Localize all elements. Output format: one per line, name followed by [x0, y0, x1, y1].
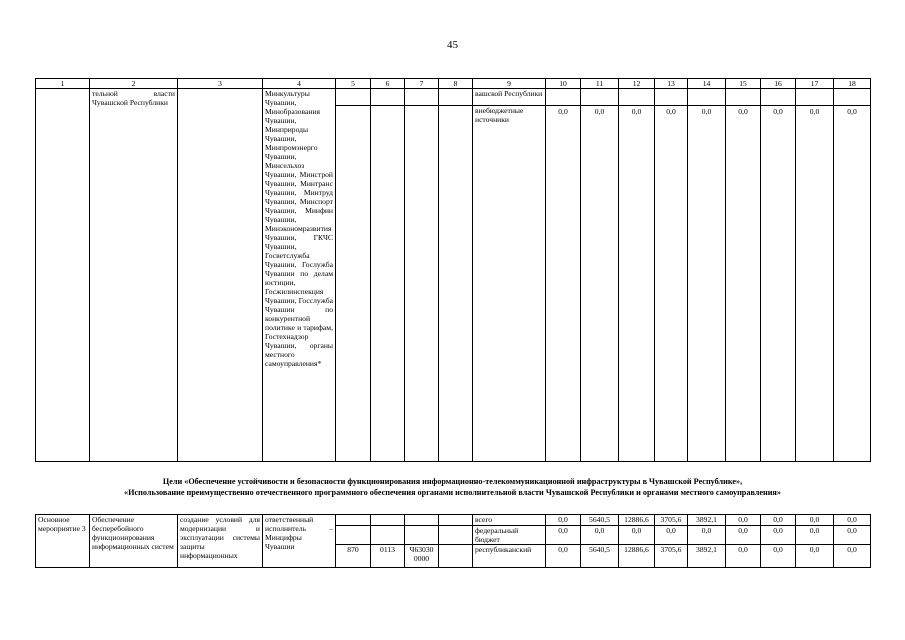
executor-org-cell: тельной власти Чувашской Республики — [90, 89, 178, 462]
funding-source-cell: всего — [473, 515, 546, 526]
value-cell: 5640,5 — [581, 515, 619, 526]
value-cell: 0,0 — [834, 106, 871, 462]
continuation-table — [35, 88, 871, 462]
value-cell: 0,0 — [726, 526, 761, 545]
value-cell: 0,0 — [546, 106, 581, 462]
value-cell: 3705,6 — [655, 515, 688, 526]
code-cell — [371, 526, 405, 545]
cell-empty — [655, 89, 688, 106]
cell-empty — [405, 89, 439, 106]
header-cell: 2 — [90, 79, 178, 89]
executor-cell: ответственный исполнитель – Минцифры Чувашии — [263, 515, 336, 568]
value-cell: 0,0 — [834, 515, 871, 526]
value-cell: 0,0 — [546, 515, 581, 526]
table-row — [36, 515, 871, 526]
cell-empty — [581, 89, 619, 106]
cell-empty — [336, 106, 371, 462]
cell-empty — [178, 89, 263, 462]
value-cell: 3892,1 — [688, 545, 726, 568]
header-cell: 14 — [688, 79, 726, 89]
funding-source-cell: внебюджетные источники — [473, 106, 546, 462]
cell-empty — [439, 89, 473, 106]
cell-empty — [336, 89, 371, 106]
value-cell: 0,0 — [796, 515, 834, 526]
header-cell: 12 — [619, 79, 655, 89]
header-cell: 15 — [726, 79, 761, 89]
value-cell: 0,0 — [655, 526, 688, 545]
cell-empty — [371, 106, 405, 462]
cell-empty — [546, 89, 581, 106]
value-cell: 0,0 — [655, 106, 688, 462]
value-cell: 12886,6 — [619, 545, 655, 568]
task-cell: создание условий для модернизации и эксплуатации системы защиты информационных — [178, 515, 263, 568]
value-cell: 0,0 — [761, 515, 796, 526]
code-cell — [439, 526, 473, 545]
page-number: 45 — [447, 39, 458, 51]
code-cell — [439, 545, 473, 568]
header-cell: 18 — [834, 79, 871, 89]
funding-source-cell: федеральный бюджет — [473, 526, 546, 545]
value-cell: 0,0 — [688, 106, 726, 462]
code-cell: Ч63030 0000 — [405, 545, 439, 568]
funding-source-cell: республиканский — [473, 545, 546, 568]
value-cell: 0,0 — [761, 545, 796, 568]
cell-empty — [726, 89, 761, 106]
value-cell: 0,0 — [796, 545, 834, 568]
code-cell — [405, 515, 439, 526]
value-cell: 0,0 — [581, 526, 619, 545]
value-cell: 3705,6 — [655, 545, 688, 568]
value-cell: 0,0 — [726, 515, 761, 526]
value-cell: 0,0 — [581, 106, 619, 462]
co-executors-cell: Минкультуры Чувашии, Минобразования Чувашии, Минприроды Чувашии, Минпромэнерго Чувашии, Минсельхоз Чувашии, Минстрой Чувашии, Минтранс Чувашии, Минтруд Чувашии, Минспорт Чувашии, Минфин Чувашии, Минэкономразвития Чувашии, ГКЧС Чувашии, Госветслужба Чувашии, Гослужба Чувашии по делам юстиции, Госжилинспекция Чувашии, Госслужба Чувашии по конкурентной политике и тарифам, Гостехнадзор Чувашии, органы местного самоуправления* — [263, 89, 336, 462]
value-cell: 0,0 — [796, 106, 834, 462]
goal-heading — [35, 476, 870, 498]
cell-empty — [761, 89, 796, 106]
header-row — [36, 79, 871, 89]
table-row — [36, 89, 871, 106]
header-cell: 4 — [263, 79, 336, 89]
activity-name-cell: Обеспечение бесперебойного функционирования информационных систем — [90, 515, 178, 568]
header-cell: 16 — [761, 79, 796, 89]
cell-empty — [688, 89, 726, 106]
code-cell — [405, 526, 439, 545]
code-cell: 870 — [336, 545, 371, 568]
value-cell: 0,0 — [546, 545, 581, 568]
cell-empty — [619, 89, 655, 106]
code-cell — [336, 526, 371, 545]
header-cell: 6 — [371, 79, 405, 89]
header-cell: 11 — [581, 79, 619, 89]
header-cell: 17 — [796, 79, 834, 89]
code-cell — [336, 515, 371, 526]
code-cell — [439, 515, 473, 526]
value-cell: 0,0 — [834, 545, 871, 568]
header-cell: 8 — [439, 79, 473, 89]
activity-number-cell: Основное мероприятие 3 — [36, 515, 90, 568]
header-cell: 3 — [178, 79, 263, 89]
goal-line-2: «Использование преимущественно отечественного программного обеспечения органами исполнительной власти Чувашской Республики и органами местного самоуправления» — [124, 488, 781, 497]
funding-source-cell: вашской Республики — [473, 89, 546, 106]
goal-line-1: Цели «Обеспечение устойчивости и безопасности функционирования информационно-телекоммуникационной инфраструктуры в Чувашской Республике», — [162, 477, 743, 486]
value-cell: 0,0 — [726, 545, 761, 568]
value-cell: 5640,5 — [581, 545, 619, 568]
cell-empty — [796, 89, 834, 106]
cell-empty — [834, 89, 871, 106]
value-cell: 0,0 — [688, 526, 726, 545]
cell-empty — [439, 106, 473, 462]
header-cell: 1 — [36, 79, 90, 89]
main-activity-table — [35, 514, 871, 568]
value-cell: 0,0 — [619, 106, 655, 462]
cell-empty — [36, 89, 90, 462]
header-cell: 9 — [473, 79, 546, 89]
code-cell: 0113 — [371, 545, 405, 568]
header-cell: 10 — [546, 79, 581, 89]
value-cell: 0,0 — [761, 526, 796, 545]
code-cell — [371, 515, 405, 526]
value-cell: 0,0 — [546, 526, 581, 545]
value-cell: 0,0 — [619, 526, 655, 545]
cell-empty — [405, 106, 439, 462]
value-cell: 12886,6 — [619, 515, 655, 526]
header-cell: 13 — [655, 79, 688, 89]
value-cell: 0,0 — [761, 106, 796, 462]
value-cell: 0,0 — [726, 106, 761, 462]
value-cell: 0,0 — [834, 526, 871, 545]
header-cell: 7 — [405, 79, 439, 89]
cell-empty — [371, 89, 405, 106]
value-cell: 0,0 — [796, 526, 834, 545]
value-cell: 3892,1 — [688, 515, 726, 526]
header-cell: 5 — [336, 79, 371, 89]
